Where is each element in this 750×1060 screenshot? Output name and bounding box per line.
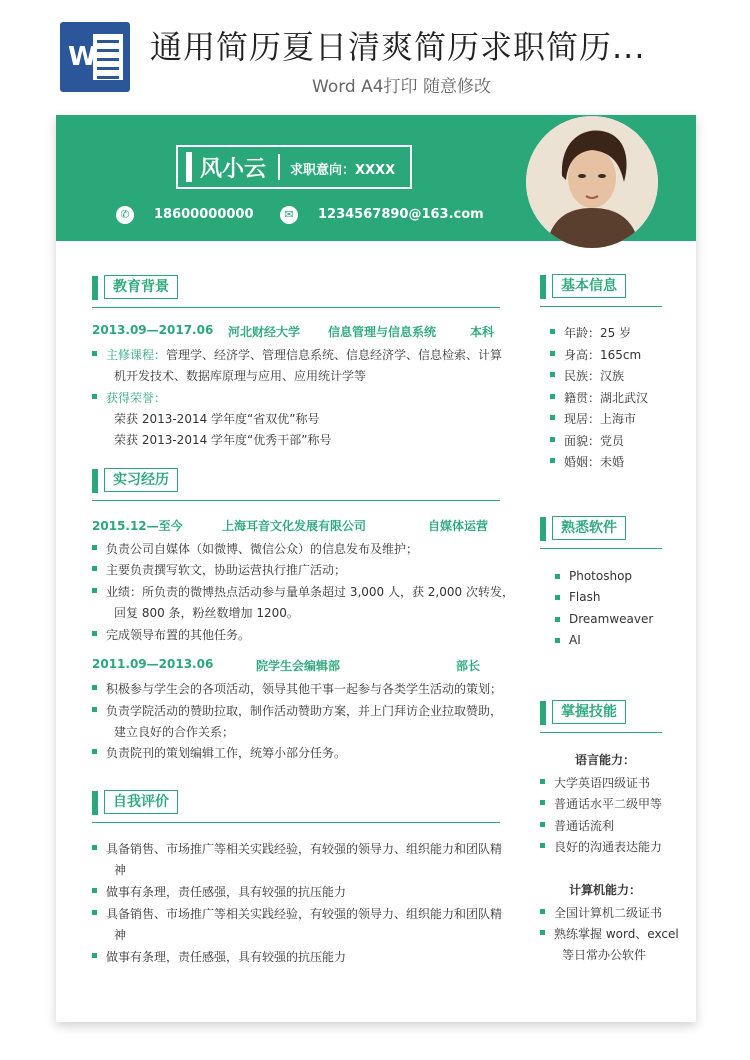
- item-continued: 神: [114, 928, 127, 942]
- edu-school: 河北财经大学: [228, 325, 301, 339]
- divider: [540, 548, 662, 549]
- divider: [92, 500, 500, 501]
- job-company: 院学生会编辑部: [256, 659, 341, 673]
- skill-category: 计算机能力：: [568, 883, 641, 897]
- job-role: 自媒体运营: [428, 519, 489, 533]
- divider: [92, 822, 500, 823]
- email-icon: ✉: [280, 206, 298, 224]
- edu-major: 信息管理与信息系统: [328, 325, 437, 339]
- document-title: 通用简历夏日清爽简历求职简历...: [150, 28, 646, 66]
- phone-icon: ✆: [116, 206, 134, 224]
- skill-category: 语言能力：: [574, 753, 635, 767]
- profile-photo: [526, 116, 658, 248]
- honor-item: 荣获 2013-2014 学年度“省双优”称号: [114, 412, 320, 426]
- email-address: 1234567890@163.com: [318, 207, 484, 222]
- item-continued: 等日常办公软件: [562, 948, 647, 962]
- word-icon: W: [60, 22, 130, 92]
- name-box: [176, 145, 412, 189]
- phone-number: 18600000000: [154, 207, 254, 222]
- divider: [540, 306, 662, 307]
- item-continued: 回复 800 条，粉丝数增加 1200。: [114, 606, 299, 620]
- candidate-name: 风小云: [200, 157, 267, 182]
- job-period: 2015.12—至今: [92, 519, 183, 533]
- job-objective: 求职意向：XXXX: [290, 163, 396, 178]
- job-period: 2011.09—2013.06: [92, 657, 214, 671]
- edu-degree: 本科: [470, 325, 495, 339]
- item-continued: 神: [114, 863, 127, 877]
- honor-item: 荣获 2013-2014 学年度“优秀干部”称号: [114, 433, 332, 447]
- page-header: [0, 0, 750, 112]
- job-role: 部长: [456, 659, 481, 673]
- divider: [540, 732, 662, 733]
- job-company: 上海耳音文化发展有限公司: [222, 519, 367, 533]
- divider: [92, 307, 500, 308]
- edu-period: 2013.09—2017.06: [92, 323, 214, 337]
- document-subtitle: Word A4打印 随意修改: [312, 77, 491, 97]
- item-continued: 建立良好的合作关系；: [114, 725, 235, 739]
- courses-continued: 机开发技术、数据库原理与应用、应用统计学等: [114, 369, 367, 383]
- resume-page: 风小云 求职意向：XXXX ✆ 18600000000 ✉ 1234567890@163.com 教育背景 2013.09—2017.06 河北财经大学 信息管理与信息系统 本科 主修课程：管理学、经济学、管理信息系统、信息经济学、信息检索、计算 机开发技术、数据库原理与应用、应用统计学等 获得荣誉： 荣获 2013-2014 学年度“省双优”称号 荣获 2013-2014 学年度“优秀干部”称号 实习经历 2015.12—至今 上海耳音文化发展有限公司 自媒体运营 负责公司自媒体（如微博、微信公众）的信息发布及维护； 主要负责撰写软文，协助运营执行推广活动； 业绩：所负责的微博热点活动参与量单条超过 3,000 人，获 2,000 次转发， 回复 800 条，粉丝数增加 1200。 完成领导布置的其他任务。 2011.09—2013.06 院学生会编辑部 部长 积极参与学生会的各项活动，领导其他干事一起参与各类学生活动的策划； 负责学院活动的赞助拉取，制作活动赞助方案，并上门拜访企业拉取赞助， 建立良好的合作关系； 负责院刊的策划编辑工作，统筹小部分任务。 自我评价 具备销售、市场推广等相关实践经验，有较强的领导力、组织能力和团队精 神 做事有条理，责任感强，具有较强的抗压能力 具备销售、市场推广等相关实践经验，有较强的领导力、组织能力和团队精 神 做事有条理，责任感强，具有较强的抗压能力 基本信息 年龄：25 岁 身高：165cm 民族：汉族 籍贯：湖北武汉 现居：上海市 面貌：党员 婚姻：未婚 熟悉软件 Photoshop Flash Dreamweaver AI 掌握技能 语言能力： 大学英语四级证书 普通话水平二级甲等 普通话流利 良好的沟通表达能力 计算机能力： 全国计算机二级证书 熟练掌握 word、excel 等日常办公软件: [56, 115, 696, 1022]
